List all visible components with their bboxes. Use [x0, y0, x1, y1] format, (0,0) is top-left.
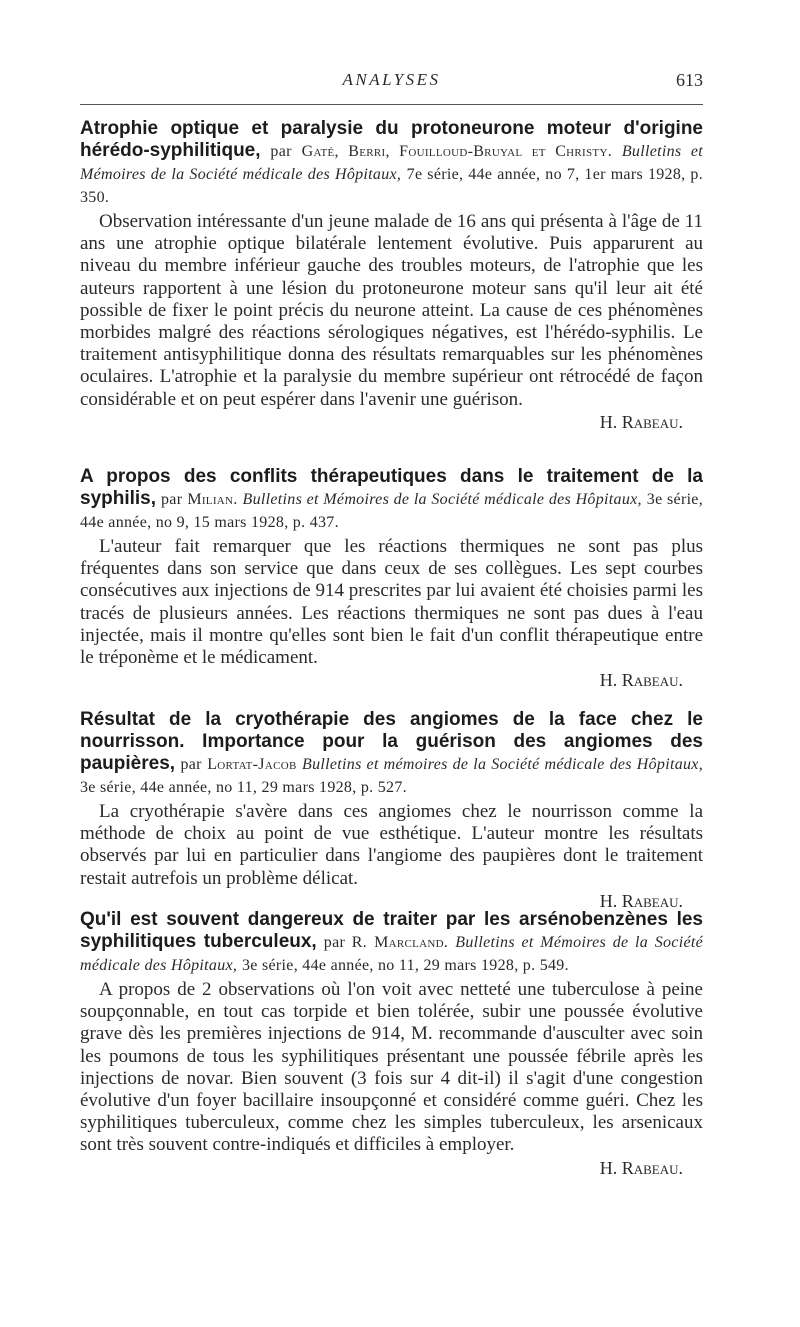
- article-3: [80, 709, 703, 909]
- article-heading: [80, 709, 703, 799]
- journal-reference: 7e série, 44e année, no 7, 1er mars 1928, p. 350.: [80, 166, 703, 206]
- running-head: [80, 70, 703, 100]
- article-4: [80, 909, 703, 1179]
- journal-reference: 3e série, 44e année, no 11, 29 mars 1928, p. 549.: [241, 957, 569, 974]
- authors-prefix: par R.: [323, 934, 368, 951]
- journal-reference: 3e série, 44e année, no 9, 15 mars 1928, p. 437.: [80, 491, 703, 531]
- article-heading: [80, 466, 703, 534]
- authors-prefix: par: [270, 143, 292, 160]
- article-signature: H. Rabeau.: [599, 411, 683, 432]
- article-1: [80, 118, 703, 466]
- journal-name: Bulletins et Mémoires de la Société médicale des Hôpitaux,: [242, 491, 642, 508]
- journal-reference: 3e série, 44e année, no 11, 29 mars 1928, p. 527.: [80, 779, 407, 796]
- article-title: Résultat de la cryothérapie des angiomes de la face chez le nourrisson. Importance pour la guérison des angiomes des paupières,: [80, 709, 703, 774]
- article-body: L'auteur fait remarquer que les réactions thermiques ne sont pas plus fréquentes dans son service que dans ceux de ses collègues. Les sept courbes consécutives aux injections de 914 prescrites par lui avaient été choisies parmi les tracés de plusieurs années. Les réactions thermiques ne sont pas dues à l'eau injectée, mais il montre qu'elles sont bien le fait d'un conflit thérapeutique entre le tréponème et le médicament.: [80, 536, 703, 669]
- page-number: 613: [676, 70, 703, 90]
- header-rule: [80, 104, 703, 105]
- article-body: La cryothérapie s'avère dans ces angiomes chez le nourrisson comme la méthode de choix au point de vue esthétique. L'auteur montre les résultats observés par lui en particulier dans l'angiome des paupières dont le traitement restait autrefois un problème délicat.: [80, 801, 703, 889]
- article-signature: H. Rabeau.: [599, 670, 683, 691]
- article-authors: Milian.: [187, 491, 238, 508]
- article-title: A propos des conflits thérapeutiques dans le traitement de la syphilis,: [80, 466, 703, 509]
- article-signature: H. Rabeau.: [599, 1157, 683, 1178]
- journal-name: Bulletins et Mémoires de la Société médicale des Hôpitaux,: [80, 934, 703, 974]
- section-title: ANALYSES: [342, 70, 441, 89]
- authors-prefix: par: [180, 756, 202, 773]
- journal-name: Bulletins et mémoires de la Société médicale des Hôpitaux,: [302, 756, 703, 773]
- article-body: Observation intéressante d'un jeune malade de 16 ans qui présenta à l'âge de 11 ans une atrophie optique bilatérale lentement évolutive. Puis apparurent au niveau du membre inférieur gauche des troubles moteurs, de l'atrophie que les auteurs rapportent à une lésion du protoneurone moteur sans qu'il leur ait été possible de fixer le point précis du neurone atteint. La cause de ces phénomènes morbides malgré des réactions sérologiques négatives, est l'hérédo-syphilis. Le traitement antisyphilitique donna des résultats remarquables sur les phénomènes oculaires. L'atrophie et la paralysie du membre supérieur ont rétrocédé de façon considérable et on peut espérer dans l'avenir une guérison.: [80, 211, 703, 410]
- authors-prefix: par: [161, 491, 183, 508]
- article-2: [80, 466, 703, 709]
- article-signature: H. Rabeau.: [599, 890, 683, 909]
- article-list: [80, 118, 703, 1179]
- article-authors: Lortat-Jacob: [207, 756, 297, 773]
- article-body: A propos de 2 observations où l'on voit avec netteté une tuberculose à peine soupçonnable, en tout cas torpide et bien tolérée, subir une poussée évolutive grave dès les premières injections de 914, M. recommande d'ausculter avec soin les poumons de tous les syphilitiques présentant une poussée fébrile après les injections de novar. Bien souvent (3 fois sur 4 dit-il) il s'agit d'une congestion évolutive d'un foyer bacillaire insoupçonné et considéré comme guéri. Chez les syphilitiques tuberculeux, comme chez les simples tuberculeux, les arsenicaux sont très souvent contre-indiqués et difficiles à employer.: [80, 979, 703, 1156]
- article-authors: Gaté, Berri, Fouilloud-Bruyal et Christy.: [301, 143, 612, 160]
- article-heading: [80, 118, 703, 209]
- journal-name: Bulletins et Mémoires de la Société médicale des Hôpitaux,: [80, 143, 703, 183]
- article-heading: [80, 909, 703, 977]
- article-title: Qu'il est souvent dangereux de traiter par les arsénobenzènes les syphilitiques tuberculeux,: [80, 909, 703, 952]
- article-title: Atrophie optique et paralysie du protoneurone moteur d'origine hérédo-syphilitique,: [80, 118, 703, 161]
- article-authors: Marcland.: [374, 934, 449, 951]
